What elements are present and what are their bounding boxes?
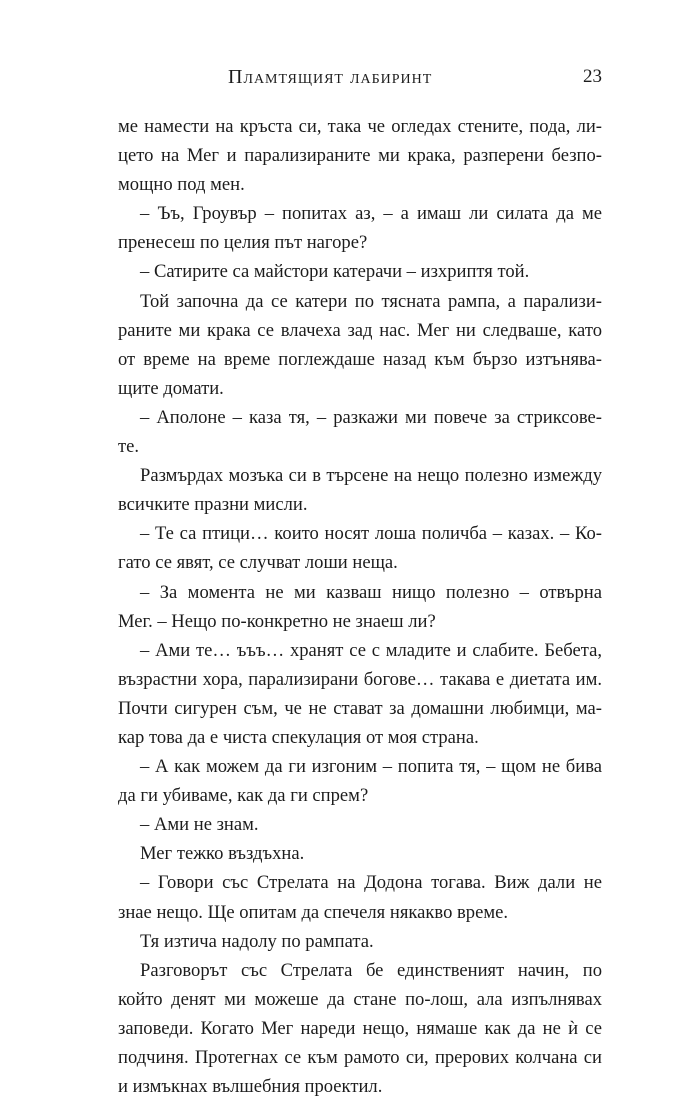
text-line: и измъкнах вълшебния проектил. [118,1076,383,1098]
paragraph [118,578,602,636]
paragraph [118,956,602,1101]
paragraph [118,636,602,752]
text-line: гато се явят, се случват лоши неща. [118,552,398,574]
text-line: да ги убиваме, как да ги спрем? [118,785,369,807]
paragraph [118,461,602,519]
text-line: заповеди. Когато Мег нареди нещо, нямаше как да не ѝ се [118,1017,602,1039]
text-line: раните ми крака се влачеха зад нас. Мег ни следваше, като [118,319,602,341]
text-line: – За момента не ми казваш нищо полезно – отвърна [140,581,602,603]
text-line: – Аполоне – каза тя, – разкажи ми повече за стриксове- [140,406,602,428]
text-line: Тя изтича надолу по рампата. [140,930,374,952]
text-line: – Говори със Стрелата на Додона тогава. Виж дали не [140,872,602,894]
text-line: Размърдах мозъка си в търсене на нещо полезно измежду [140,465,602,487]
paragraph [118,839,602,868]
paragraph [118,810,602,839]
text-line: щите домати. [118,377,224,399]
text-line: от време на време поглеждаше назад към бързо изтънява- [118,348,602,370]
text-line: цето на Мег и парализираните ми крака, разперени безпо- [118,145,602,167]
paragraph [118,199,602,257]
paragraph [118,752,602,810]
text-line: Почти сигурен съм, че не стават за домашни любимци, ма- [118,697,602,719]
text-line: те. [118,436,140,458]
text-line: – Те са птици… които носят лоша поличба – казах. – Ко- [140,523,602,545]
paragraph [118,927,602,956]
text-line: Мег тежко въздъхна. [140,843,305,865]
body-text [118,112,602,1101]
paragraph [118,287,602,403]
text-line: мощно под мен. [118,174,245,196]
paragraph [118,403,602,461]
paragraph [118,519,602,577]
text-line: пренесеш по целия път нагоре? [118,232,368,254]
text-line: – Ъъ, Гроувър – попитах аз, – а имаш ли силата да ме [140,203,602,225]
text-line: възрастни хора, парализирани богове… такава е диетата им. [118,668,602,690]
text-line: – Сатирите са майстори катерачи – изхриптя той. [140,261,530,283]
text-line: – Ами те… ъъъ… хранят се с младите и слабите. Бебета, [140,639,602,661]
text-line: – А как можем да ги изгоним – попита тя, – щом не бива [140,756,602,778]
paragraph [118,112,602,199]
text-line: Мег. – Нещо по-конкретно не знаеш ли? [118,610,436,632]
text-line: Той започна да се катери по тясната рампа, а парализи- [140,290,602,312]
page-number: 23 [583,66,602,87]
text-line: подчиня. Протегнах се към рамото си, прерових колчана си [118,1047,602,1068]
text-line: ме намести на кръста си, така че огледах стените, пода, ли- [118,116,602,137]
running-title: Пламтящият лабиринт [228,66,433,88]
text-line: Разговорът със Стрелата бе единственият начин, по [140,959,602,981]
text-line: който денят ми можеше да стане по-лош, ала изпълнявах [118,988,602,1010]
paragraph [118,868,602,926]
text-line: – Ами не знам. [140,814,259,836]
text-line: всичките празни мисли. [118,494,308,516]
text-line: знае нещо. Ще опитам да спечеля някакво време. [118,901,509,923]
running-header [118,66,602,90]
text-line: кар това да е чиста спекулация от моя страна. [118,726,479,748]
paragraph [118,257,602,286]
